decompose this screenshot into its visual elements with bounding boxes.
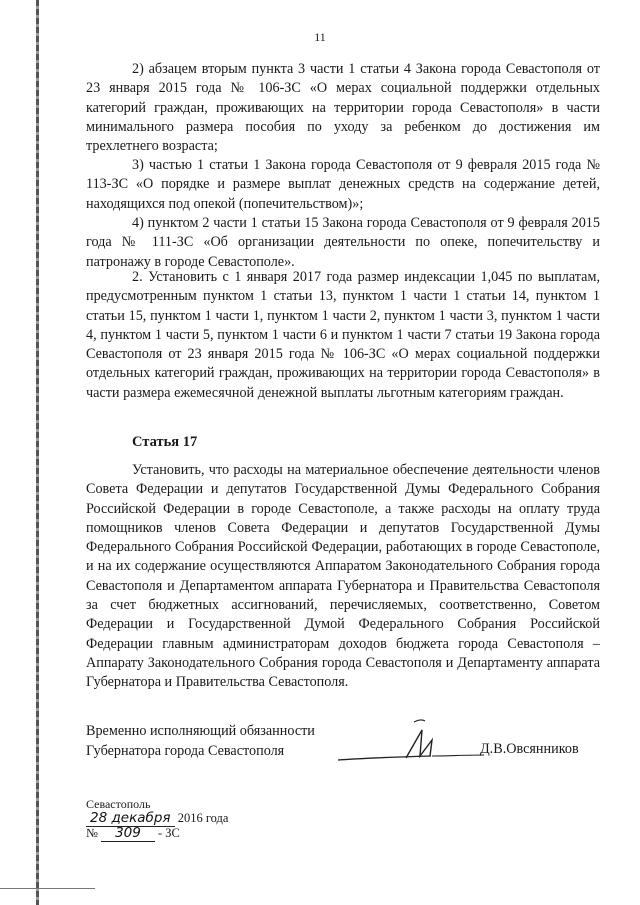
signatory-position — [86, 722, 315, 761]
signatory-name: Д.В.Овсянников — [480, 741, 579, 757]
position-line-2: Губернатора города Севастополя — [86, 742, 285, 759]
article-text: Установить, что расходы на материальное обеспечение деятельности членов Совета Федерации и депутатов Государственной Думы Федерального Собрания Российской Федерации в городе Севастополе, а также расходы на оплату труда помощников членов Совета Федерации и депутатов Государственной Думы Федерального Собрания Российской Федерации, работающих в городе Севастополе, и на их содержание осуществляются Аппаратом Законодательного Собрания города Севастополя и Департаментом аппарата Губернатора и Правительства Севастополя за счет бюджетных ассигнований, перечисляемых, соответственно, Советом Федерации и Государственной Думой Федерального Собрания Российской Федерации главным администраторам доходов бюджета города Севастополя – Аппарату Законодательного Собрания города Севастополя и Департаменту аппарата Губернатора и Правительства Севастополя. — [86, 462, 600, 691]
page-number: 11 — [314, 30, 326, 44]
footer-rule — [0, 888, 95, 889]
law-number — [86, 825, 180, 842]
number-handwritten: 309 — [101, 825, 155, 842]
date-handwritten: 28 декабря — [86, 810, 175, 827]
paragraph-item-4: 4) пунктом 2 части 1 статьи 15 Закона города Севастополя от 9 февраля 2015 года № 111-ЗС «Об организации деятельности по опеке, попечительству и патронажу в городе Севастополе». — [86, 215, 600, 270]
handwritten-signature — [336, 716, 486, 768]
paragraph-indexation: 2. Установить с 1 января 2017 года размер индексации 1,045 по выплатам, предусмотренным пунктом 1 статьи 13, пунктом 1 части 1 статьи 14, пунктом 1 статьи 15, пунктом 1 части 1, пунктом 1 части 2, пунктом 1 части 3, пунктом 1 части 4, пунктом 1 части 5, пунктом 1 части 6 и пунктом 1 части 7 статьи 19 Закона города Севастополя от 23 января 2015 года № 106-ЗС «О мерах социальной поддержки отдельных категорий граждан, проживающих на территории города Севастополя» в части размера ежемесячной денежной выплаты льготным категориям граждан. — [86, 269, 600, 401]
scan-binding-edge — [36, 0, 39, 905]
number-prefix: № — [86, 826, 98, 840]
number-suffix: - ЗС — [157, 826, 180, 840]
position-line-1: Временно исполняющий обязанности — [86, 723, 315, 739]
date-suffix: 2016 года — [177, 811, 229, 825]
signing-place: Севастополь — [86, 797, 151, 811]
article-title: Статья 17 — [132, 434, 198, 450]
paragraph-item-3: 3) частью 1 статьи 1 Закона города Севастополя от 9 февраля 2015 года № 113-ЗС «О порядке и размере выплат денежных средств на содержание детей, находящихся под опекой (попечительством)»; — [86, 157, 600, 212]
paragraph-item-2: 2) абзацем вторым пункта 3 части 1 статьи 4 Закона города Севастополя от 23 января 2015 года № 106-ЗС «О мерах социальной поддержки отдельных категорий граждан, проживающих на территории города Севастополя» в части минимального размера пособия по уходу за ребенком до достижения им трехлетнего возраста; — [86, 61, 600, 155]
